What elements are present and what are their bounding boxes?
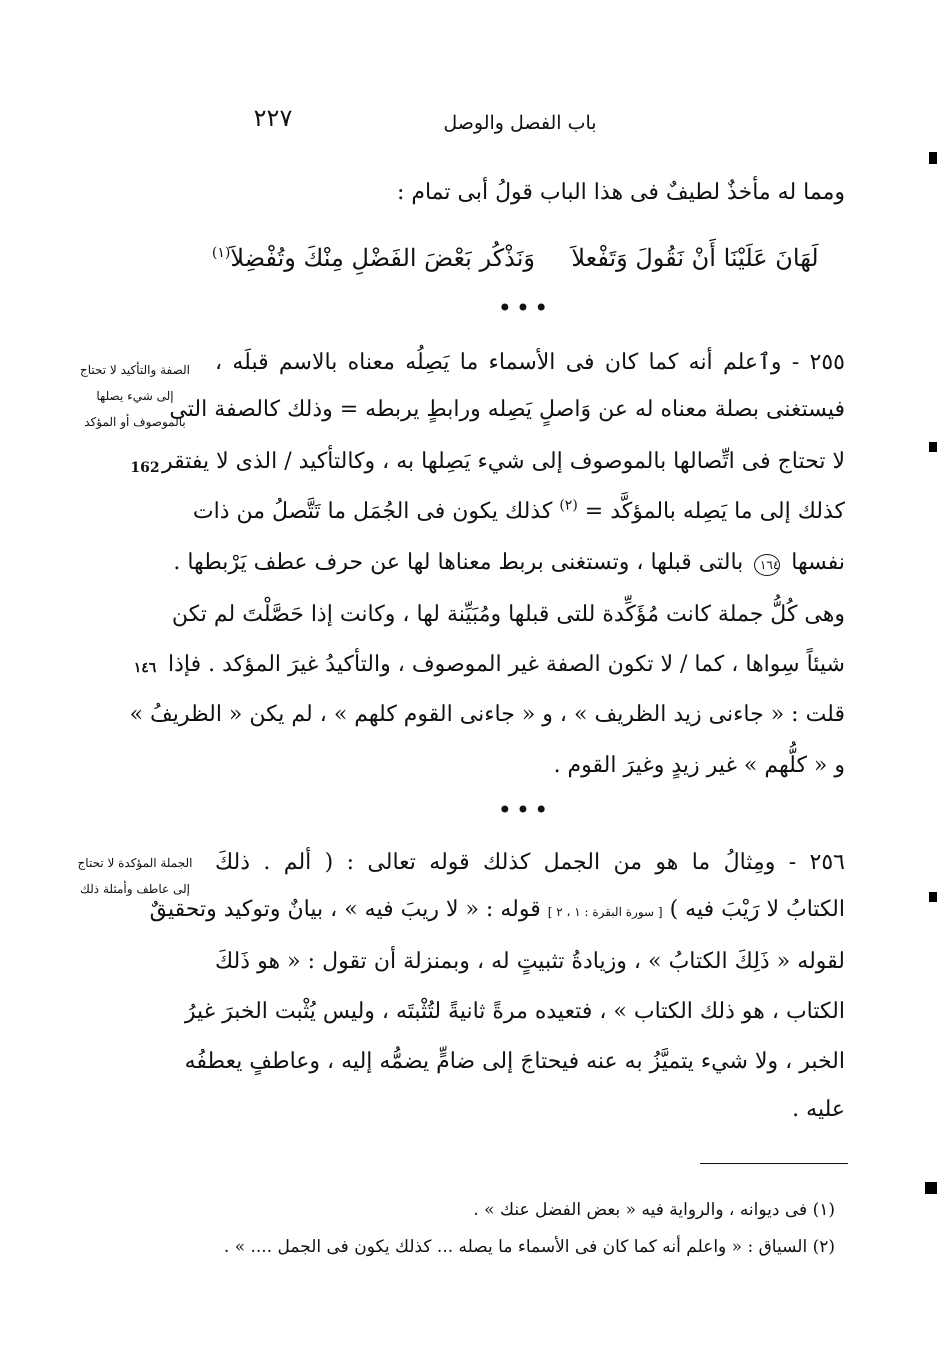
margin-note-255-line-1: الصفة والتأكيد لا تحتاج [80,363,190,377]
paragraph-255-line-1: ٢٥٥ - وٱعلم أنه كما كان فى الأسماء ما يَصِلُه معناه بالاسم قبلَه ، [215,350,845,375]
margin-note-256 [60,850,210,902]
footnote-2: (٢) السياق : « واعلم أنه كما كان فى الأسماء ما يصله ... كذلك يكون فى الجمل .... » . [223,1237,835,1257]
scan-edge-mark-3 [929,892,937,902]
paragraph-255-line-4-a: كذلك إلى ما يَصِله بالمؤكَّد = [584,499,845,524]
paragraph-255-line-6: وهى كُلُّ جملة كانت مُؤَكِّدة للتى قبلها ومُبَيِّنة لها ، وكانت إذا حَصَّلْتَ لم تكن [171,602,845,627]
footnote-rule [700,1163,848,1164]
margin-number-146: ١٤٦ [133,660,157,676]
footnote-ref-1: (١) [211,245,231,261]
paragraph-256-line-2-b: قوله : « لا ريبَ فيه » ، بيانٌ وتوكيد وتحقيقٌ [149,897,541,922]
margin-note-256-line-2: إلى عاطف وأمثلة ذلك [80,882,190,896]
page-number: ٢٢٧ [253,104,293,132]
paragraph-255-line-4 [192,487,845,537]
intro-line: ومما له مأخذٌ لطيفٌ فى هذا الباب قولُ أبى تمام : [396,180,845,205]
paragraph-256-line-2 [149,885,845,935]
section-separator: ••• [497,294,553,322]
paragraph-255-line-3: لا تحتاج فى اتِّصالها بالموصوف إلى شيء يَصِلها به ، وكالتأكيد / الذى لا يفتقر [161,449,845,474]
scan-edge-mark-1 [929,152,937,164]
quran-citation: [ سورة البقرة : ١ ، ٢ ] [547,905,663,919]
paragraph-256-line-6: عليه . [792,1097,845,1122]
section-separator-2: ••• [497,796,553,824]
paragraph-256-line-4: الكتاب ، هو ذلك الكتاب » ، فتعيده مرةً ثانيةً لتُثْبتَه ، وليس يُثْبت الخبرَ غيرُ [184,999,845,1024]
paragraph-255-line-2: فيستغنى بصلة معناه له عن وَاصلٍ يَصِله ورابطٍ يربطه = وذلك كالصفة التى [169,397,845,422]
paragraph-255-line-5-b: بالتى قبلها ، وتستغنى بربط معناها لها عن حرف عطف يَرْبطها . [173,550,744,575]
paragraph-255-line-9: و « كلُّهم » غير زيدٍ وغيرَ القوم . [553,753,845,778]
paragraph-256-line-3: لقوله « ذَلِكَ الكتابُ » ، وزيادةُ تثبيتٍ له ، وبمنزلة أن تقول : « هو ذَلكَ [215,949,845,974]
footnote-ref-2: (٢) [559,497,578,514]
circled-page-number: ١٦٤ [754,554,780,576]
paragraph-255-line-4-b: كذلك يكون فى الجُمَل ما تَتَّصلُ من ذات [192,499,553,524]
verse-first-hemistich: لَهَانَ عَلَيْنَا أَنْ نَقُولَ وَتَفْعلاَ [571,244,819,272]
margin-note-255-line-3: بالموصوف أو المؤكد [84,415,186,429]
margin-number-162: 162 [130,460,160,476]
margin-note-255 [60,357,210,435]
verse-second-hemistich [211,233,535,283]
scan-edge-mark-2 [929,442,937,452]
paragraph-256-line-2-a: الكتابُ لا رَيْبَ فيه ) [669,897,845,922]
running-header: باب الفصل والوصل [443,112,597,134]
paragraph-255-line-7: شيئاً سِواها ، كما / لا تكون الصفة غير الموصوف ، والتأكيدُ غيرَ المؤكد . فإذا [168,652,845,677]
scan-edge-mark-4 [925,1182,937,1194]
paragraph-255-line-8: قلت : « جاءنى زيد الظريف » ، و « جاءنى القوم كلهم » ، لم يكن « الظريفُ » [129,702,845,727]
margin-note-255-line-2: إلى شيء يصلها [96,389,174,403]
verse-second-hemistich-text: وَنَذْكُر بَعْضَ الفَضْلِ مِنْكَ وتُفْضِلاَ [230,244,535,272]
paragraph-256-line-1: ٢٥٦ - ومِثالُ ما هو من الجمل كذلك قوله تعالى : ( ألم . ذلكَ [215,850,845,875]
paragraph-255-line-5-a: نفسها [791,550,845,575]
paragraph-255-line-5 [173,538,845,588]
paragraph-256-line-5: الخبر ، ولا شيء يتميَّزُ به عنه فيحتاجَ إلى ضامٍّ يضمُّه إليه ، وعاطفٍ يعطفُه [184,1049,845,1074]
footnote-1: (١) فى ديوانه ، والرواية فيه « بعض الفضل عنك » . [473,1200,835,1220]
margin-note-256-line-1: الجملة المؤكدة لا تحتاج [77,856,193,870]
